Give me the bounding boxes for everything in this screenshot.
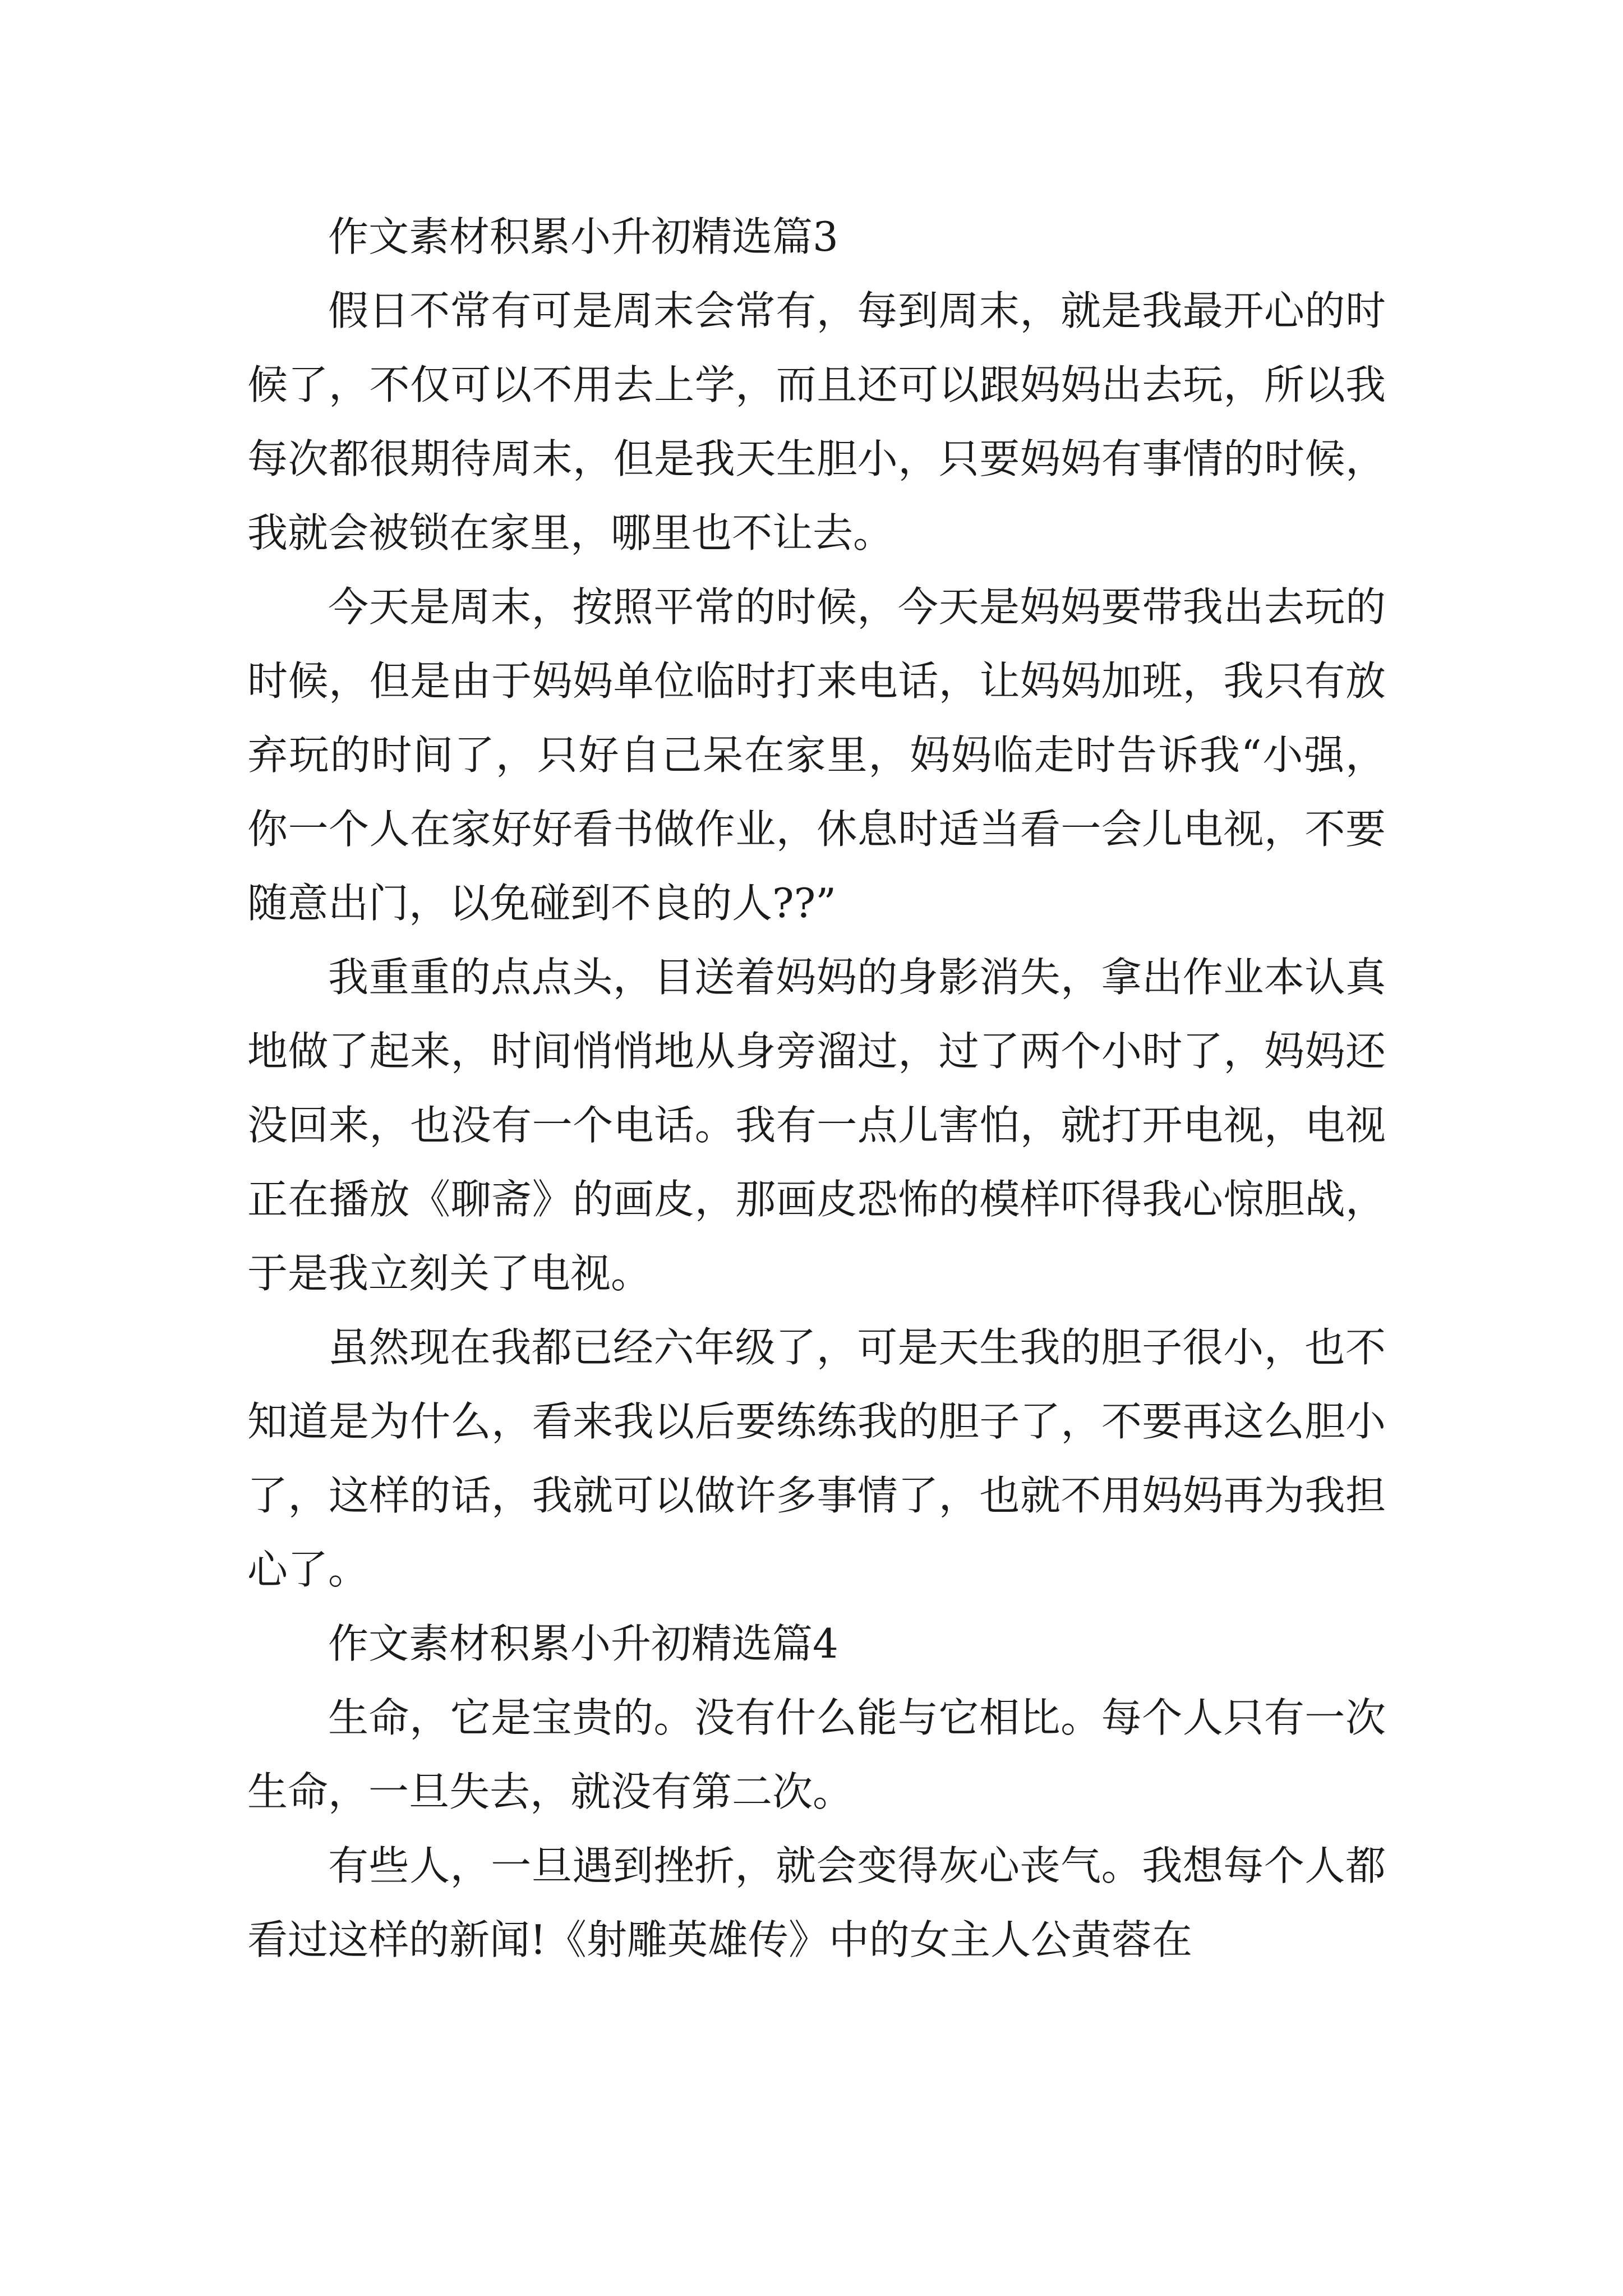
paragraph: 有些人，一旦遇到挫折，就会变得灰心丧气。我想每个人都看过这样的新闻!《射雕英雄传》中的女主人公黄蓉在 xyxy=(247,1842,1386,1963)
paragraph: 我重重的点点头，目送着妈妈的身影消失，拿出作业本认真地做了起来，时间悄悄地从身旁溜过，过了两个小时了，妈妈还没回来，也没有一个电话。我有一点儿害怕，就打开电视，电视正在播放《聊斋》的画皮，那画皮恐怖的模样吓得我心惊胆战，于是我立刻关了电视。 xyxy=(247,954,1386,1297)
paragraph: 今天是周末，按照平常的时候，今天是妈妈要带我出去玩的时候，但是由于妈妈单位临时打来电话，让妈妈加班，我只有放弃玩的时间了，只好自己呆在家里，妈妈临走时告诉我“小强，你一个人在家好好看书做作业，休息时适当看一会儿电视，不要随意出门，以免碰到不良的人??” xyxy=(247,583,1386,927)
document-body xyxy=(247,200,1386,1977)
section-heading: 作文素材积累小升初精选篇4 xyxy=(328,1620,838,1667)
section-heading: 作文素材积累小升初精选篇3 xyxy=(328,213,838,260)
paragraph: 假日不常有可是周末会常有，每到周末，就是我最开心的时候了，不仅可以不用去上学，而且还可以跟妈妈出去玩，所以我每次都很期待周末，但是我天生胆小，只要妈妈有事情的时候，我就会被锁在家里，哪里也不让去。 xyxy=(247,287,1386,556)
paragraph: 生命，它是宝贵的。没有什么能与它相比。每个人只有一次生命，一旦失去，就没有第二次。 xyxy=(247,1694,1386,1815)
paragraph: 虽然现在我都已经六年级了，可是天生我的胆子很小，也不知道是为什么，看来我以后要练练我的胆子了，不要再这么胆小了，这样的话，我就可以做许多事情了，也就不用妈妈再为我担心了。 xyxy=(247,1324,1386,1593)
